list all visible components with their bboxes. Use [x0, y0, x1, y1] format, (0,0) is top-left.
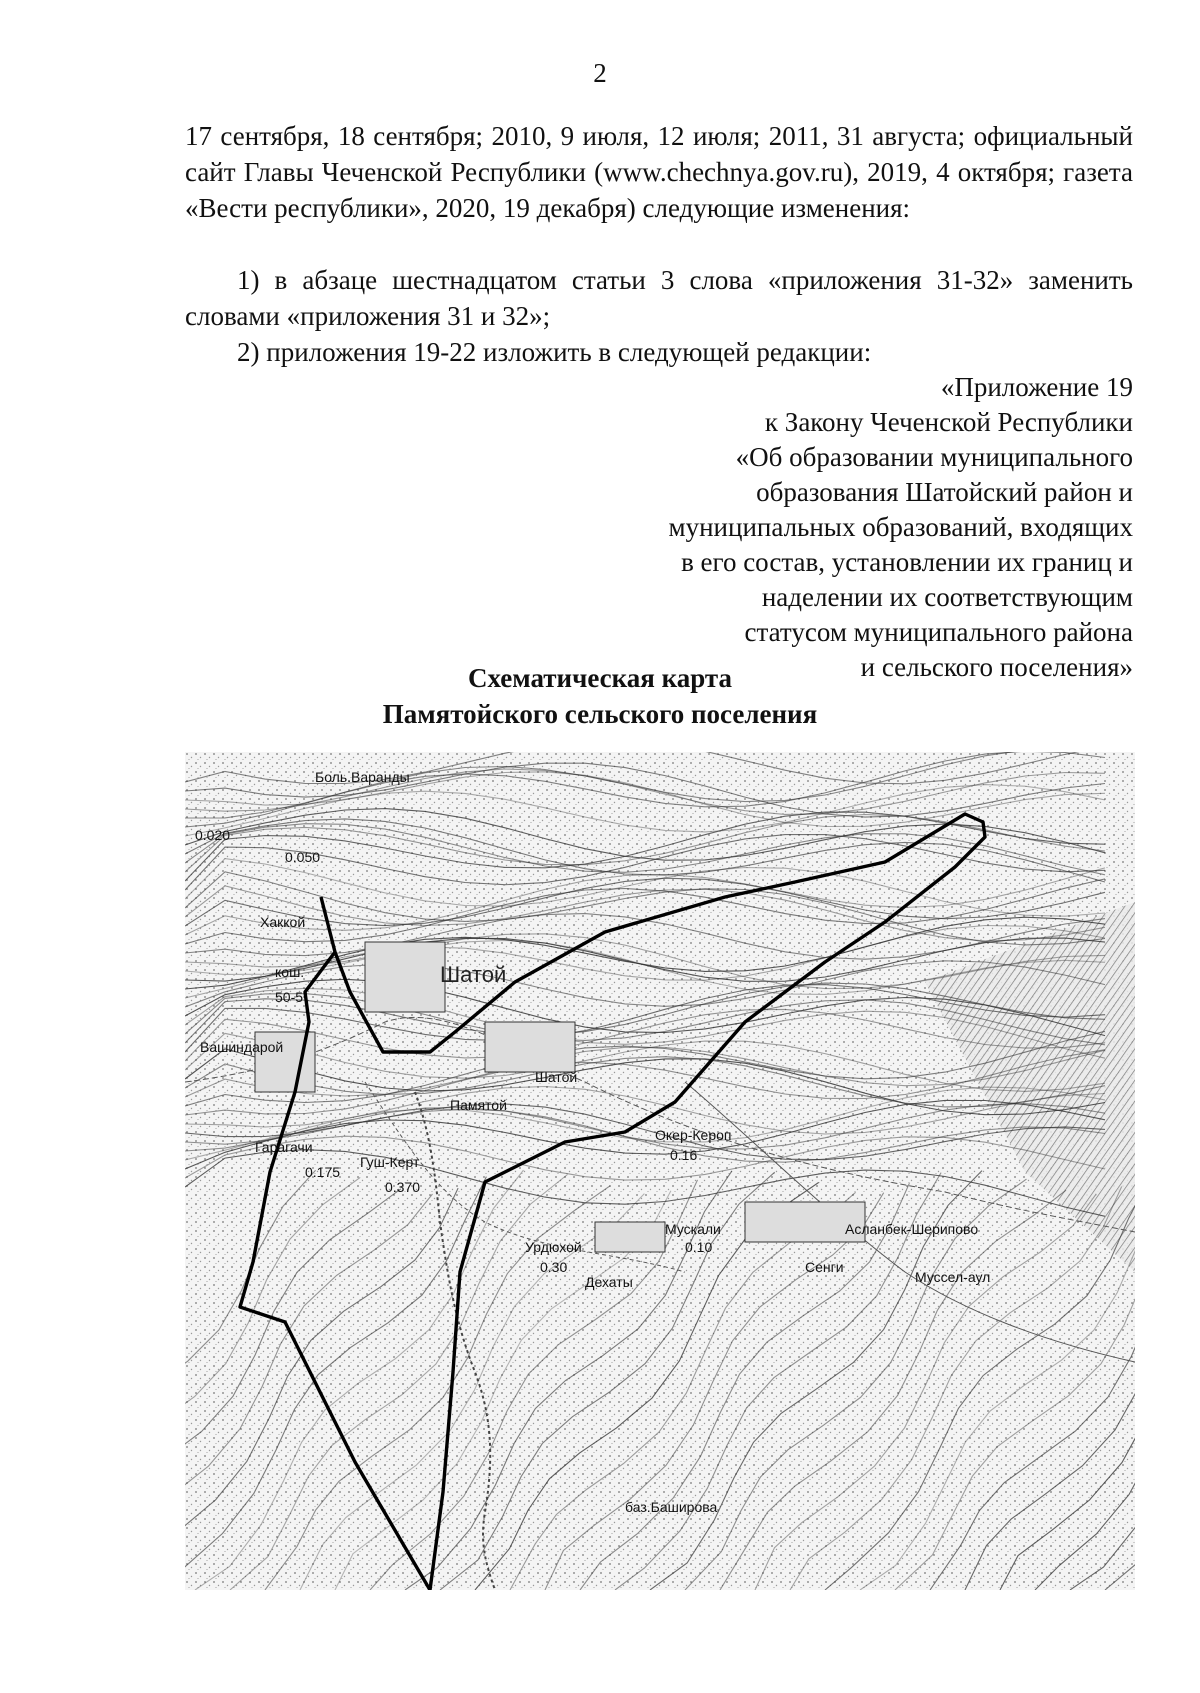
label-elevation: 50-5 [275, 989, 304, 1005]
item-1-paragraph: 1) в абзаце шестнадцатом статьи 3 слова «приложения 31-32» заменить словами «приложения 31 и 32»; [185, 265, 1133, 331]
page-number: 2 [593, 58, 607, 88]
appendix-line: муниципальных образований, входящих [668, 512, 1133, 542]
label-mussel-aul: Муссел-аул [915, 1269, 991, 1285]
item-2-paragraph: 2) приложения 19-22 изложить в следующей редакции: [237, 337, 872, 367]
label-shatoy-small: Шатой [535, 1069, 578, 1085]
appendix-line: «Приложение 19 [940, 372, 1133, 402]
appendix-line: «Об образовании муниципального [735, 442, 1133, 472]
appendix-line: к Закону Чеченской Республики [764, 407, 1133, 437]
appendix-line: и сельского поселения» [860, 652, 1133, 682]
appendix-line: статусом муниципального района [744, 617, 1133, 647]
topographic-map-image [185, 752, 1135, 1590]
label-shatoy-big: Шатой [440, 962, 507, 987]
label-baz-bashirova: баз.Баширова [625, 1499, 718, 1515]
appendix-header [573, 370, 1133, 685]
appendix-line: в его состав, установлении их границ и [681, 547, 1133, 577]
appendix-line: образования Шатойский район и [756, 477, 1133, 507]
schematic-map [185, 752, 1135, 1590]
label-bolsh-varandy: Боль.Варанды [315, 769, 410, 785]
label-elevation: 0.16 [670, 1147, 698, 1163]
map-title-line-1: Схематическая карта [467, 663, 733, 693]
label-elevation: 0.10 [685, 1239, 713, 1255]
appendix-line: наделении их соответствующим [761, 582, 1133, 612]
label-gush-kert: Гуш-Керт [360, 1154, 420, 1170]
label-dekhaty: Дехаты [585, 1274, 633, 1290]
label-aslanbek-sheripovo: Асланбек-Шерипово [845, 1221, 979, 1237]
label-muskali: Мускали [665, 1221, 721, 1237]
label-pamyatoy: Памятой [450, 1097, 507, 1113]
map-title [0, 660, 1200, 732]
label-elevation: 0.175 [305, 1164, 341, 1180]
map-title-line-2: Памятойского сельского поселения [382, 699, 818, 729]
label-elevation: 0.050 [285, 849, 321, 865]
label-goragachi: Гарагачи [255, 1139, 313, 1155]
label-sengi: Сенги [805, 1259, 844, 1275]
intro-paragraph: 17 сентября, 18 сентября; 2010, 9 июля, 12 июля; 2011, 31 августа; официальный сайт Главы Чеченской Республики (www.chechnya.gov.ru), 2019, 4 октября; газета «Вести республики», 2020, 19 декабря) следующие изменения: [185, 121, 1133, 223]
label-vashindaroy: Вашиндарой [200, 1039, 284, 1055]
label-kosh: кош. [275, 964, 305, 980]
label-elevation: 0.30 [540, 1259, 568, 1275]
label-elevation: 0.020 [195, 827, 231, 843]
label-hakkoy: Хаккой [260, 914, 306, 930]
label-ocker-kerop: Окер-Кероп [655, 1127, 732, 1143]
label-elevation: 0.370 [385, 1179, 421, 1195]
label-urdyukhoy: Урдюхой [525, 1239, 582, 1255]
